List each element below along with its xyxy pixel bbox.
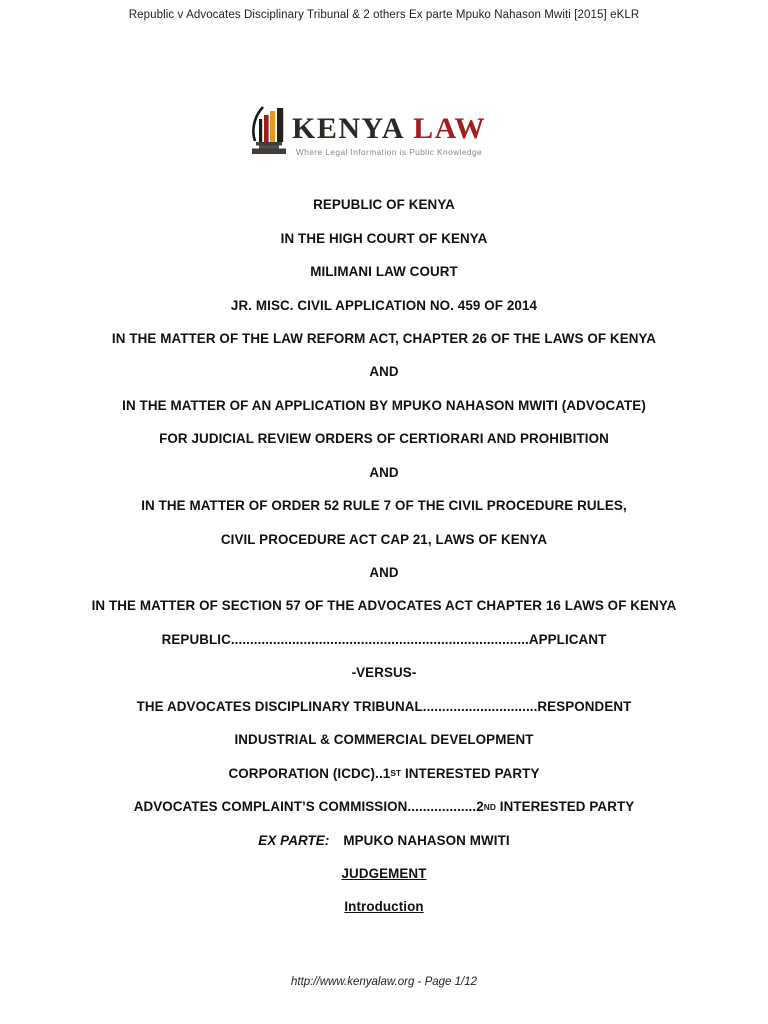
versus-line: -VERSUS-: [351, 665, 417, 681]
case-number-line: JR. MISC. CIVIL APPLICATION NO. 459 OF 2014: [230, 297, 538, 313]
interested-party-1-line: INDUSTRIAL & COMMERCIAL DEVELOPMENT: [234, 732, 534, 748]
interested-party-2-text: ADVOCATES COMPLAINT’S COMMISSION..................2: [133, 799, 484, 815]
republic-of-kenya-line: REPUBLIC OF KENYA: [313, 197, 455, 213]
matter-order52-line: IN THE MATTER OF ORDER 52 RULE 7 OF THE CIVIL PROCEDURE RULES,: [141, 498, 627, 514]
matter-order52-line-2: CIVIL PROCEDURE ACT CAP 21, LAWS OF KENYA: [220, 531, 548, 547]
introduction-heading: Introduction: [344, 899, 424, 915]
and-separator: AND: [369, 364, 399, 380]
logo-text-law: LAW: [413, 112, 486, 145]
judgment-cover-body: [36, 188, 732, 924]
interested-party-1-line-2: CORPORATION (ICDC)..1 ST INTERESTED PARTY: [228, 765, 540, 781]
matter-application-line: IN THE MATTER OF AN APPLICATION BY MPUKO NAHASON MWITI (ADVOCATE): [122, 397, 646, 413]
kenya-law-logo: [248, 103, 486, 157]
interested-party-2-line: ADVOCATES COMPLAINT’S COMMISSION..................2 ND INTERESTED PARTY: [133, 799, 635, 815]
ex-parte-label: EX PARTE:: [258, 832, 330, 848]
matter-law-reform-line: IN THE MATTER OF THE LAW REFORM ACT, CHAPTER 26 OF THE LAWS OF KENYA: [111, 330, 657, 346]
logo-wordmark: [292, 114, 486, 144]
respondent-party-line: THE ADVOCATES DISCIPLINARY TRIBUNAL..............................RESPONDENT: [136, 698, 632, 714]
applicant-party-line: REPUBLIC..............................................................................APPLICANT: [161, 631, 607, 647]
ex-parte-name: MPUKO NAHASON MWITI: [343, 832, 510, 848]
judgement-heading: JUDGEMENT: [341, 865, 427, 881]
kenya-law-logo-icon: [248, 103, 288, 157]
matter-section57-line: IN THE MATTER OF SECTION 57 OF THE ADVOCATES ACT CHAPTER 16 LAWS OF KENYA: [91, 598, 677, 614]
page-footer: http://www.kenyalaw.org - Page 1/12: [290, 976, 478, 988]
and-separator: AND: [369, 565, 399, 581]
logo-tagline: Where Legal Information is Public Knowledge: [295, 147, 483, 157]
ex-parte-line: [36, 823, 732, 856]
court-station-line: MILIMANI LAW COURT: [310, 264, 458, 280]
and-separator: AND: [369, 464, 399, 480]
matter-application-line-2: FOR JUDICIAL REVIEW ORDERS OF CERTIORARI AND PROHIBITION: [159, 431, 609, 447]
running-header: Republic v Advocates Disciplinary Tribunal & 2 others Ex parte Mpuko Nahason Mwiti [2015] eKLR: [128, 9, 640, 21]
logo-text-kenya: KENYA: [292, 112, 406, 145]
interested-party-1-text: CORPORATION (ICDC)..1: [228, 765, 391, 781]
interested-party-1-suffix: INTERESTED PARTY: [401, 765, 540, 781]
interested-party-2-suffix: INTERESTED PARTY: [495, 799, 635, 815]
court-line: IN THE HIGH COURT OF KENYA: [280, 230, 488, 246]
